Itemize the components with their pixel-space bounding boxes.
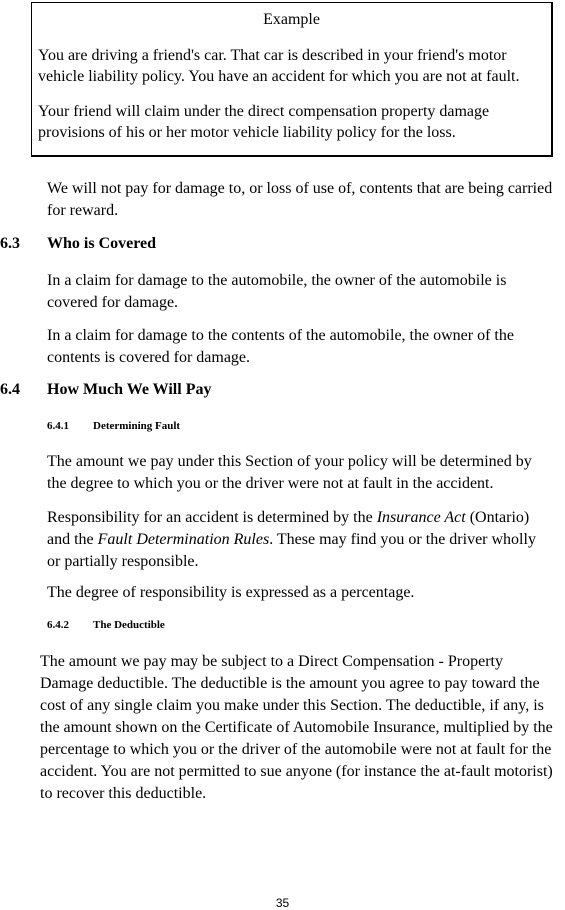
contents-exclusion-paragraph: We will not pay for damage to, or loss of use of, contents that are being carried for reward. [47, 180, 553, 219]
subsection-6-4-1-heading [47, 420, 180, 432]
subsection-number: 6.4.1 [47, 420, 69, 432]
section-number: 6.3 [0, 235, 20, 252]
section-number: 6.4 [0, 381, 20, 398]
determining-fault-paragraph-2: Responsibility for an accident is determined by the Insurance Act (Ontario) and the Fault Determination Rules. These may find you or the driver wholly or partially responsible. [47, 509, 536, 570]
subsection-title: Determining Fault [93, 420, 181, 432]
who-covered-paragraph-2: In a claim for damage to the contents of the automobile, the owner of the contents is covered for damage. [47, 327, 514, 366]
subsection-title: The Deductible [93, 619, 165, 631]
example-paragraph-1: You are driving a friend's car. That car is described in your friend's motor vehicle liability policy. You have an accident for which you are not at fault. [38, 47, 520, 85]
determining-fault-paragraph-3: The degree of responsibility is expressed as a percentage. [47, 584, 415, 601]
subsection-number: 6.4.2 [47, 619, 69, 631]
determining-fault-paragraph-1: The amount we pay under this Section of your policy will be determined by the degree to which you or the driver were not at fault in the accident. [47, 453, 532, 492]
subsection-6-4-2-heading [47, 619, 165, 631]
section-title: Who is Covered [47, 235, 157, 252]
who-covered-paragraph-1: In a claim for damage to the automobile, the owner of the automobile is covered for damage. [47, 272, 507, 311]
fault-rules-reference: Fault Determination Rules [97, 531, 270, 548]
page-number: 35 [275, 896, 290, 910]
example-paragraph-2: Your friend will claim under the direct compensation property damage provisions of his or her motor vehicle liability policy for the loss. [38, 103, 490, 141]
deductible-paragraph: The amount we pay may be subject to a Direct Compensation - Property Damage deductible. The deductible is the amount you agree to pay toward the cost of any single claim you make under this Section. The deductible, if any, is the amount shown on the Certificate of Automobile Insurance, multiplied by the percentage to which you or the driver of the automobile were not at fault for the accident. You are not permitted to sue anyone (for instance the at-fault motorist) to recover this deductible. [40, 653, 553, 802]
section-title: How Much We Will Pay [47, 381, 212, 398]
example-box [31, 2, 553, 157]
example-title: Example [263, 11, 320, 28]
insurance-act-reference: Insurance Act [376, 509, 466, 526]
